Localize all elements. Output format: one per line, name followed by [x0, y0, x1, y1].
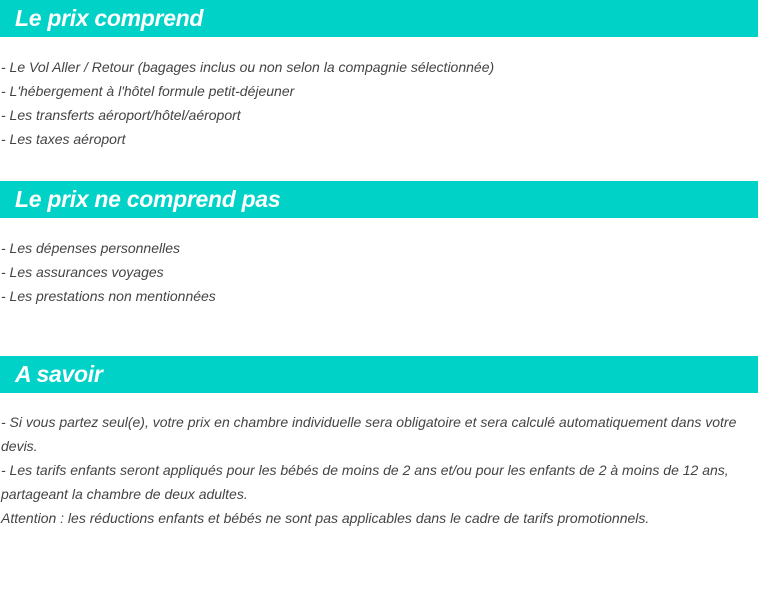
section-body: [0, 37, 758, 181]
section-title: Le prix comprend: [15, 5, 204, 31]
list-item: - Les prestations non mentionnées: [1, 288, 216, 304]
section-body: [0, 393, 758, 530]
attention-note: Attention : les réductions enfants et bébés ne sont pas applicables dans le cadre de tarifs promotionnels.: [1, 510, 650, 526]
list-item: - Les assurances voyages: [1, 264, 164, 280]
section-prix-ne-comprend-pas: [0, 181, 758, 356]
list-item: - Les taxes aéroport: [1, 131, 126, 147]
section-header: [0, 356, 758, 393]
list-item: - Les dépenses personnelles: [1, 240, 181, 256]
section-header: [0, 181, 758, 218]
section-prix-comprend: [0, 0, 758, 181]
list-item: - Si vous partez seul(e), votre prix en chambre individuelle sera obligatoire et sera calculé automatiquement dans votre devis.: [1, 414, 737, 454]
section-title: Le prix ne comprend pas: [15, 186, 281, 212]
section-title: A savoir: [15, 361, 103, 387]
section-body: [0, 218, 758, 356]
section-header: [0, 0, 758, 37]
list-item: - Le Vol Aller / Retour (bagages inclus ou non selon la compagnie sélectionnée): [1, 59, 495, 75]
list-item: - Les tarifs enfants seront appliqués pour les bébés de moins de 2 ans et/ou pour les enfants de 2 à moins de 12 ans, partageant la chambre de deux adultes.: [1, 462, 729, 502]
list-item: - L'hébergement à l'hôtel formule petit-déjeuner: [1, 83, 295, 99]
list-item: - Les transferts aéroport/hôtel/aéroport: [1, 107, 241, 123]
section-a-savoir: [0, 356, 758, 530]
